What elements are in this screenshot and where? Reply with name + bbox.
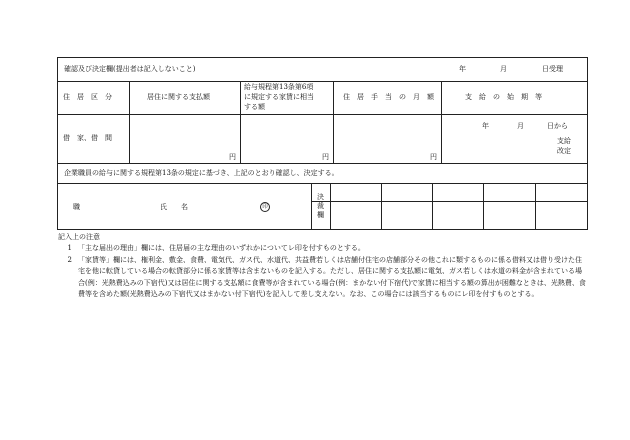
rule — [381, 183, 382, 230]
note-number: 2 — [67, 255, 72, 264]
name-label: 氏 名 — [160, 203, 188, 211]
start-month: 月 — [517, 122, 524, 130]
rule — [333, 81, 334, 164]
rule — [311, 201, 588, 202]
start-year: 年 — [482, 122, 489, 130]
col-rent-line1: 給与規程第13条第6項 — [244, 83, 314, 91]
start-from: 日から — [547, 122, 568, 130]
rule — [57, 163, 588, 164]
kessai-label: 決 — [317, 193, 324, 201]
note-item — [58, 243, 588, 254]
notes-heading: 記入上の注意 — [58, 233, 100, 241]
rule — [240, 81, 241, 164]
col-housing-payment: 居住に関する支払額 — [147, 93, 210, 101]
confirm-month: 月 — [500, 65, 507, 73]
kessai-label: 裁 — [317, 202, 324, 210]
rule — [57, 81, 588, 82]
rule — [57, 57, 58, 230]
rule — [535, 183, 536, 230]
rule — [432, 183, 433, 230]
yen-unit: 円 — [229, 153, 236, 161]
rule — [483, 183, 484, 230]
rule — [129, 81, 130, 164]
position-label: 職 — [73, 203, 80, 211]
confirm-day-received: 日受理 — [542, 65, 563, 73]
note-text: 「主な届出の理由」欄には、住居届の主な理由のいずれかについてレ印を付すものとする。 — [78, 244, 365, 253]
start-revise: 改定 — [557, 147, 571, 155]
note-number: 1 — [67, 244, 72, 253]
start-pay: 支給 — [557, 137, 571, 145]
rule — [441, 81, 442, 164]
decision-statement: 企業職員の給与に関する規程第13条の規定に基づき、上記のとおり確認し、決定する。 — [64, 169, 339, 177]
row-label-rented: 借 家、借 間 — [63, 134, 112, 142]
note-item — [58, 255, 588, 301]
col-rent-line2: に規定する家賃に相当 — [244, 93, 314, 101]
note-text: 「家賃等」欄には、権利金、敷金、食費、電気代、ガス代、水道代、共益費若しくは店舗付住宅の店舗部分その他これに類するものに係る借料又は借り受けた住宅を他に転貸している場合の転貸部分に係る家賃等は含まないものを記入する。ただし、居住に関する支払額に電気、ガス若しくは水道の料金が含まれている場合(例：光熱費込みの下宿代)又は居住に関する支払額に食費等が含まれている場合(例：まかない付下宿代)で家賃に相当する額の算出が困難なときは、光熱費、食費等を含めた額(光熱費込みの下宿代又はまかない付下宿代)を記入して差し支えない。なお、この場合には該当するものにレ印を付すものとする。 — [78, 255, 586, 299]
rule — [57, 114, 588, 115]
seal-icon: 印 — [260, 202, 270, 212]
col-housing-type: 住 居 区 分 — [63, 93, 112, 101]
notes-section — [58, 232, 588, 300]
rule — [57, 183, 588, 184]
col-rent-line3: する額 — [244, 103, 265, 111]
confirm-year: 年 — [459, 65, 466, 73]
yen-unit: 円 — [322, 153, 329, 161]
col-start-period: 支 給 の 始 期 等 — [465, 93, 542, 101]
rule — [57, 229, 588, 230]
col-monthly-allowance: 住 居 手 当 の 月 額 — [343, 93, 434, 101]
rule — [311, 183, 312, 230]
kessai-label: 欄 — [317, 211, 324, 219]
yen-unit: 円 — [430, 153, 437, 161]
rule — [57, 57, 588, 58]
rule — [330, 183, 331, 230]
confirm-heading: 確認及び決定欄(提出者は記入しないこと) — [64, 65, 196, 73]
rule — [587, 57, 588, 230]
